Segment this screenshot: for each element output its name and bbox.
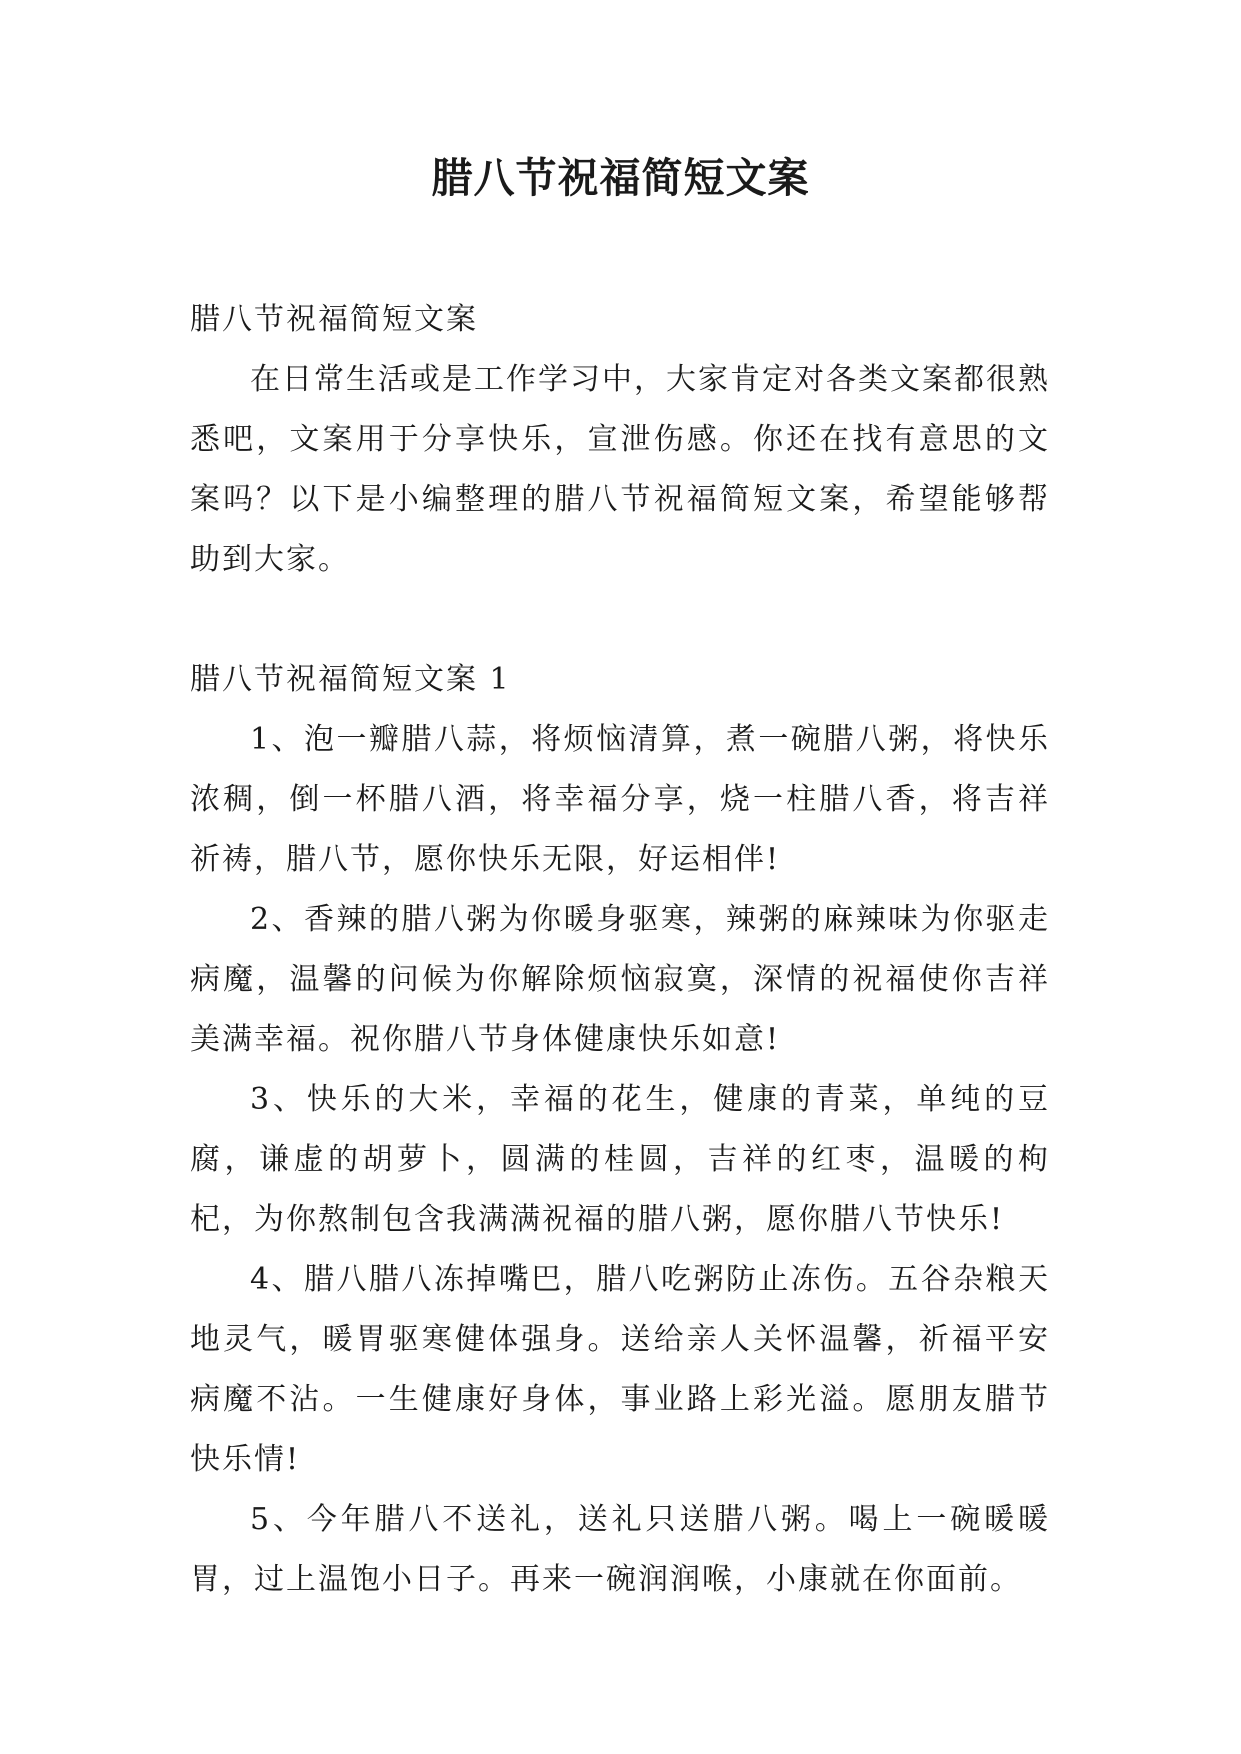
- list-item: 3、快乐的大米，幸福的花生，健康的青菜，单纯的豆腐，谦虚的胡萝卜，圆满的桂圆，吉祥的红枣，温暖的枸杞，为你熬制包含我满满祝福的腊八粥，愿你腊八节快乐!: [190, 1082, 1050, 1237]
- list-item: 1、泡一瓣腊八蒜，将烦恼清算，煮一碗腊八粥，将快乐浓稠，倒一杯腊八酒，将幸福分享，烧一柱腊八香，将吉祥祈祷，腊八节，愿你快乐无限，好运相伴!: [190, 722, 1050, 877]
- section-heading: 腊八节祝福简短文案 1: [190, 662, 511, 697]
- section-spacer: [190, 590, 1050, 650]
- list-item: 4、腊八腊八冻掉嘴巴，腊八吃粥防止冻伤。五谷杂粮天地灵气，暖胃驱寒健体强身。送给亲人关怀温馨，祈福平安病魔不沾。一生健康好身体，事业路上彩光溢。愿朋友腊节快乐情!: [190, 1262, 1050, 1477]
- list-item: 2、香辣的腊八粥为你暖身驱寒，辣粥的麻辣味为你驱走病魔，温馨的问候为你解除烦恼寂寞，深情的祝福使你吉祥美满幸福。祝你腊八节身体健康快乐如意!: [190, 902, 1050, 1057]
- document-subtitle: 腊八节祝福简短文案: [190, 302, 478, 337]
- document-title: 腊八节祝福简短文案: [431, 154, 810, 202]
- list-item: 5、今年腊八不送礼，送礼只送腊八粥。喝上一碗暖暖胃，过上温饱小日子。再来一碗润润喉，小康就在你面前。: [190, 1502, 1050, 1597]
- document-body: [190, 290, 1050, 1610]
- intro-paragraph: 在日常生活或是工作学习中，大家肯定对各类文案都很熟悉吧，文案用于分享快乐，宣泄伤感。你还在找有意思的文案吗？以下是小编整理的腊八节祝福简短文案，希望能够帮助到大家。: [190, 362, 1050, 577]
